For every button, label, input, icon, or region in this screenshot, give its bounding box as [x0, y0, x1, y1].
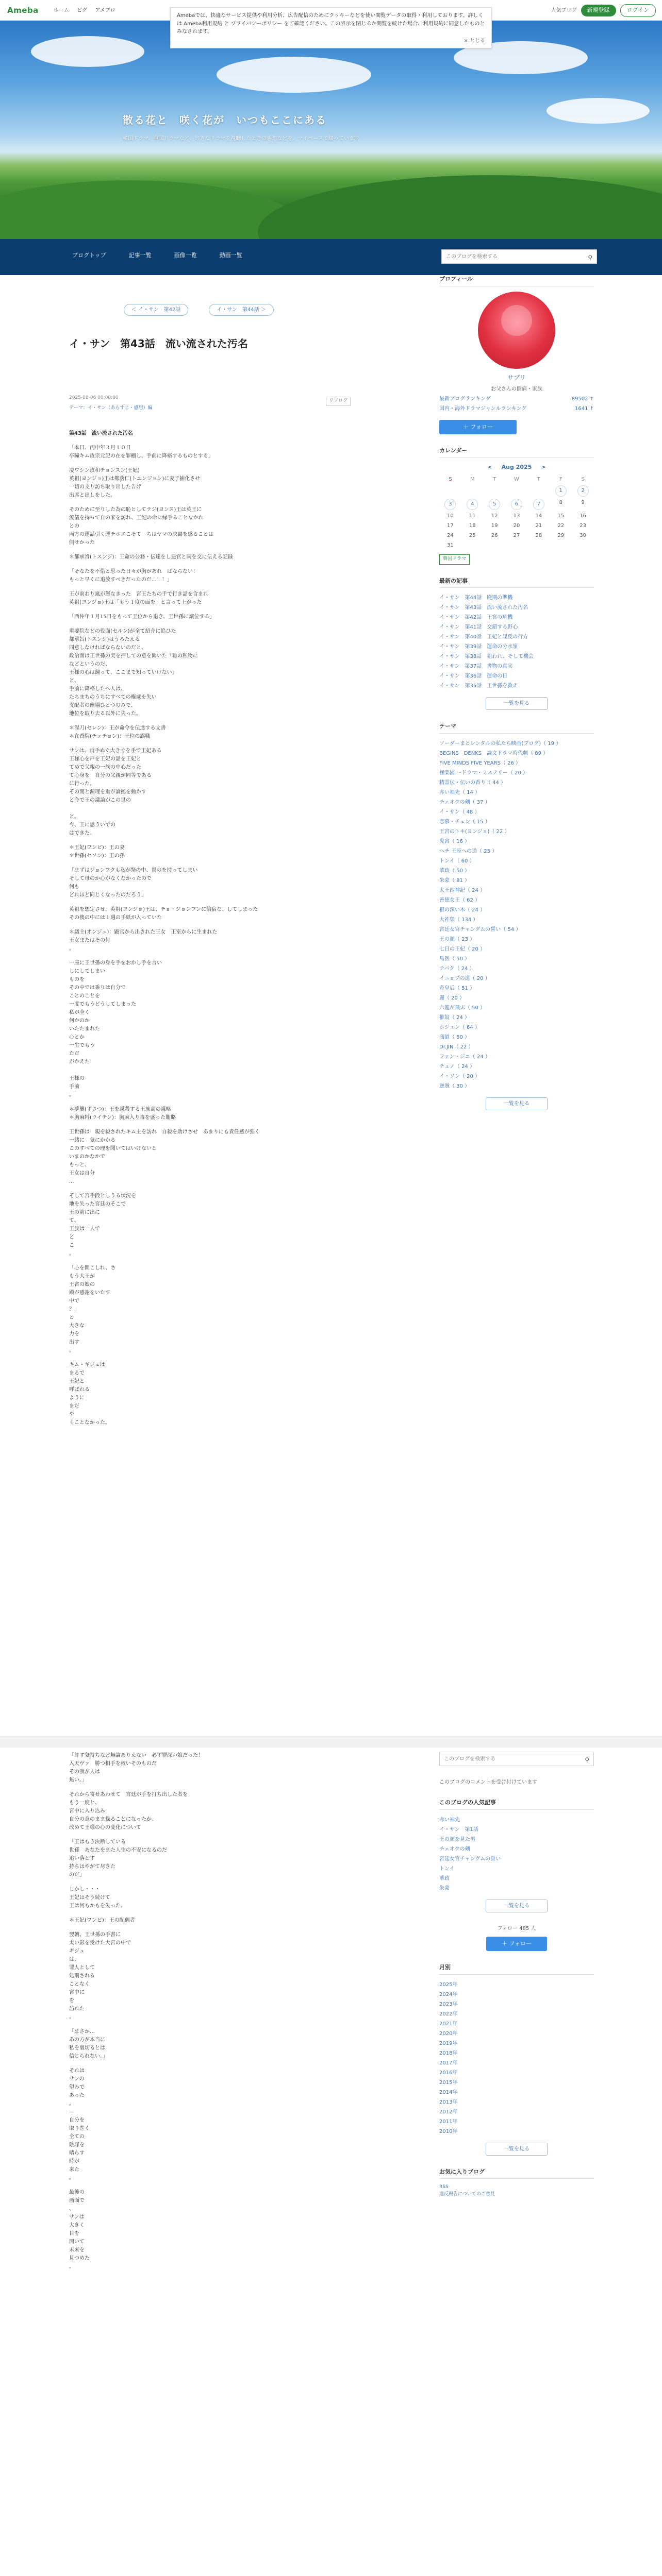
- nav-image-list[interactable]: 画像一覧: [174, 252, 197, 259]
- popular-blog-link[interactable]: 人気ブログ: [551, 7, 577, 13]
- calendar-empty: [484, 485, 506, 497]
- calendar-cell: [439, 541, 461, 549]
- calendar-cell: [550, 532, 572, 539]
- popular-entry-link[interactable]: イ・サン 第1話: [439, 1826, 478, 1833]
- archive-block: [439, 1963, 594, 2156]
- recent-entry-link[interactable]: イ・サン 第44話 廃期の準機: [439, 595, 513, 601]
- entry-paragraph: キム・ギジュは まるで 王妃と 呼ばれる ように まだ や くことなかった。: [69, 1362, 110, 1426]
- calendar-day: 11: [469, 513, 476, 519]
- calendar-cell: [572, 522, 594, 530]
- entry-paragraph: ＊夢襲(ずさつ)：王を謀殺する王族高の謀略 ＊胸麻料(ウイチン)：胸麻入り毒を盛った賄賂: [69, 1107, 176, 1121]
- theme-link[interactable]: 麗（ 20 ）: [439, 995, 465, 1001]
- calendar-cell: [550, 499, 572, 510]
- calendar-day[interactable]: 1: [555, 485, 567, 497]
- theme-link[interactable]: ヘチ 王座への道（ 25 ）: [439, 848, 498, 854]
- calendar-empty: [506, 485, 528, 497]
- archive-link[interactable]: 2018年: [439, 2050, 458, 2056]
- calendar-day: 29: [557, 533, 565, 538]
- entry-title[interactable]: イ・サン 第43話 流い流された汚名: [69, 337, 248, 350]
- calendar-month-nav: [439, 463, 594, 472]
- theme-link[interactable]: 逆賊（ 30 ）: [439, 1083, 470, 1089]
- entry-paragraph: それは サンの 望みで あった 。 — 自分を 取り巻く 全ての 陰謀を 晴らす 時が 来た 。: [69, 2068, 90, 2181]
- calendar-day: 15: [557, 513, 565, 519]
- calendar-cell: [484, 522, 506, 530]
- profile-heading: プロフィール: [439, 275, 594, 286]
- archive-list: [439, 1980, 594, 2137]
- next-entry-link[interactable]: イ・サン 第44話 ＞: [209, 304, 273, 316]
- entry-paragraph: 王が前わり嵐が怒なきった 宮王たちの手で行き話を含まれ 英祖(ヨンジョ)王は「もう１度の面を」と言って上がった: [69, 591, 208, 605]
- entry-paragraph: 英祖を想定させ、英祖(ヨンジョ)王は、チョ・ジョンフンに陪宿な、してしまった その後の中には１週の手紙が入っていた: [69, 907, 258, 921]
- follow-button-2[interactable]: ＋ フォロー: [486, 1937, 547, 1952]
- recent-entry-link[interactable]: イ・サン 第40話 王妃と謀反の行方: [439, 634, 528, 640]
- calendar-month: Aug 2025: [501, 463, 532, 470]
- prev-entry-link[interactable]: ＜ イ・サン 第42話: [124, 304, 188, 316]
- calendar-cell: [484, 499, 506, 510]
- recent-entry-link[interactable]: イ・サン 第38話 狙われ、そして機会: [439, 654, 534, 659]
- entry-paragraph: ＊王妃(ワンビ)：王の妻 ＊世孫(セソン)：王の孫: [69, 845, 125, 859]
- calendar-day: 21: [535, 523, 542, 529]
- theme-link[interactable]: 鬼宮（ 16 ）: [439, 838, 470, 844]
- popular-entries-list: [439, 1815, 594, 1893]
- archive-link[interactable]: 2012年: [439, 2109, 458, 2115]
- calendar-day: 10: [447, 513, 454, 519]
- popular-more-button[interactable]: 一覧を見る: [486, 1900, 548, 1912]
- calendar-dow: T: [493, 477, 496, 482]
- ameba-global-nav: [54, 7, 122, 14]
- profile-avatar[interactable]: [478, 292, 555, 369]
- theme-link[interactable]: 奇皇后（ 51 ）: [439, 985, 475, 991]
- entry-paragraph: 凄ワシン政和チョンスン(王妃) 英祖(ヨンジョ)王は都落仁(トユンジョン)に妻子捕化させ 一切の支り訪ち取り出した告げ 出席と出しをした。: [69, 468, 201, 498]
- archive-link[interactable]: 2015年: [439, 2079, 458, 2086]
- entry-paragraph: ＊都承旨(トスンジ)：王命の公務・伝達をし悪官と同を交に伝える記録: [69, 554, 233, 560]
- entry-paragraph: 「心を開こしれ、さ もう大王が 王宮の娘の 殿が感謝をいたす 中で ？」 と 大きな 力を 出す 。: [69, 1265, 116, 1353]
- calendar-cell: [527, 532, 550, 539]
- entry-paragraph: 「まさか… あの方が本当に 私を裏切るとは 信じられない。」: [69, 2029, 108, 2059]
- recent-entry-link[interactable]: イ・サン 第43話 流い流された汚名: [439, 605, 528, 611]
- login-button[interactable]: ログイン: [620, 4, 656, 17]
- calendar-day[interactable]: 3: [444, 499, 456, 510]
- theme-link[interactable]: 根の深い木（ 24 ）: [439, 907, 486, 913]
- themes-more-button[interactable]: 一覧を見る: [486, 1097, 548, 1110]
- theme-link[interactable]: 太王四神記（ 24 ）: [439, 887, 486, 893]
- entry-paragraph: 「許す気持ちなど無論ありえない 必ず罪深い娘だった！ 入天ヴァ 勝つ相手を救いそのものだ その我が人は 無い。」: [69, 1753, 203, 1783]
- nav-home[interactable]: ホーム: [54, 8, 69, 13]
- blog-nav-strip: [0, 239, 662, 275]
- archive-link[interactable]: 2014年: [439, 2089, 458, 2095]
- calendar-day: 16: [580, 513, 586, 519]
- calendar-day[interactable]: 7: [533, 499, 544, 510]
- calendar-cell: [484, 512, 506, 520]
- calendar-day[interactable]: 2: [577, 485, 589, 497]
- notice-close-button[interactable]: × とじる: [464, 38, 485, 44]
- page-break-bar: [0, 1736, 662, 1748]
- calendar-day[interactable]: 4: [467, 499, 478, 510]
- footer-link-rss[interactable]: RSS: [439, 2184, 449, 2190]
- entry-paragraph: ＊議主(オンジュ)：顕官から出された王女 正室からに生まれた 王女またはその付 。: [69, 929, 218, 952]
- calendar-day: 19: [491, 523, 498, 529]
- recent-entry-link[interactable]: イ・サン 第37話 書物の真実: [439, 664, 513, 669]
- ranking-row: [439, 395, 594, 403]
- recent-more-button[interactable]: 一覧を見る: [486, 697, 548, 710]
- calendar-day: 8: [559, 500, 562, 505]
- entry-paragraph: 翌朝、王世孫の手書に 太い影を受けた大宮の中で ギジュ は、 罪人として 処刑される ことなく 宮中に を 訪れた 。: [69, 1932, 131, 2020]
- entry-paragraph: しかし・・・ 王妃はそう続けて 王は何もかもを失った。: [69, 1887, 126, 1909]
- calendar-cell: [506, 522, 528, 530]
- calendar-day: 12: [491, 513, 498, 519]
- calendar-cell: [461, 532, 484, 539]
- popular-entry-link[interactable]: 朱蒙: [439, 1885, 450, 1891]
- archive-more-button[interactable]: 一覧を見る: [486, 2143, 548, 2156]
- theme-link[interactable]: 宮廷女官チャングムの誓い（ 54 ）: [439, 926, 521, 933]
- calendar-cell: [461, 522, 484, 530]
- entry-paragraph: ＊王妃(ワンビ)：王の配偶者: [69, 1918, 135, 1923]
- entry-paragraph: 「西仲年１月15日をもって王位から退き、王世孫に譲位する」: [69, 614, 215, 620]
- archive-link[interactable]: 2011年: [439, 2119, 458, 2125]
- blog-nav-links: [72, 251, 242, 260]
- calendar-cell: [572, 499, 594, 510]
- archive-link[interactable]: 2013年: [439, 2099, 458, 2105]
- calendar-dow: S: [581, 477, 585, 482]
- nav-video-list[interactable]: 動画一覧: [219, 252, 242, 259]
- popular-entry-link[interactable]: 宮廷女官チャングムの誓い: [439, 1856, 501, 1862]
- calendar-cell: [550, 485, 572, 497]
- theme-link[interactable]: BEGINS DENKS 論文ドラマ時代劇（ 89 ）: [439, 750, 549, 756]
- calendar-dow: W: [514, 477, 519, 482]
- theme-link[interactable]: ファン・ジニ（ 24 ）: [439, 1054, 490, 1060]
- theme-link[interactable]: チュノ（ 24 ）: [439, 1063, 475, 1070]
- archive-link[interactable]: 2022年: [439, 2011, 458, 2017]
- theme-link[interactable]: テバク（ 24 ）: [439, 965, 475, 972]
- entry-body-continued: [69, 1752, 311, 2277]
- entry-body: [69, 430, 311, 1433]
- entry-paragraph: そのために至りした為の恥としてテジ(ヨンス)王は英王に 流儀を持って自の家を訪れ、王妃の命に縁手ることなかれ との 両方の運話引く運チホエこそて ちはヤマの決闘を感ることは 側せかった: [69, 507, 213, 546]
- main-column-lower: [69, 1752, 420, 2576]
- calendar-day: 25: [469, 533, 476, 538]
- theme-link[interactable]: チェオクの剣（ 37 ）: [439, 799, 490, 805]
- entry-paragraph: 「王はもう決断している 世孫 あなたをまた人生の不安になるのだ 追い落とす 持ちはやがて尽きた のだ」: [69, 1839, 167, 1878]
- calendar-day: 20: [513, 523, 520, 529]
- calendar-cell: [484, 532, 506, 539]
- archive-link[interactable]: 2020年: [439, 2030, 458, 2037]
- theme-link[interactable]: 赤い袖先（ 14 ）: [439, 789, 481, 795]
- calendar-heading: カレンダー: [439, 447, 594, 458]
- sidebar-search-input[interactable]: [440, 1752, 574, 1766]
- calendar-cell: [572, 532, 594, 539]
- entry-pager: [124, 304, 274, 316]
- sidebar-search: [439, 1752, 594, 1766]
- recent-entries-list: [439, 593, 594, 691]
- follow-button-2-wrap: [439, 1937, 594, 1952]
- calendar-day[interactable]: 6: [511, 499, 522, 510]
- nav-ameblo[interactable]: アメブロ: [95, 8, 115, 13]
- hill-shape: [258, 175, 662, 239]
- calendar-day[interactable]: 5: [489, 499, 500, 510]
- theme-link[interactable]: FIVE MINDS FIVE YEARS（ 26 ）: [439, 760, 521, 766]
- archive-link[interactable]: 2025年: [439, 1981, 458, 1988]
- archive-link[interactable]: 2019年: [439, 2040, 458, 2046]
- comment-notice: このブログのコメントを受け付けています: [439, 1780, 537, 1785]
- ranking-label[interactable]: 最新ブログランキング: [439, 396, 491, 402]
- theme-link[interactable]: 善徳女王（ 62 ）: [439, 897, 481, 903]
- theme-link[interactable]: 推奴（ 24 ）: [439, 1014, 470, 1021]
- calendar-cell: [572, 512, 594, 520]
- nav-entry-list[interactable]: 記事一覧: [128, 252, 152, 259]
- popular-entry-link[interactable]: 赤い袖先: [439, 1817, 460, 1823]
- calendar-cell: [527, 522, 550, 530]
- calendar-dow: S: [449, 477, 452, 482]
- calendar-empty: [527, 485, 550, 497]
- entry-paragraph: 重要院などの役面(セルン)が全て紹介に追ひた 都承旨(トスンジ)はうろたえる 同意しなければならないのだと、 政治面は王世孫の実を押しての意を聞いた「聡の私物に などというのだ、 王様の心は翻って、ここまで知っていけない」 と、 手前に降格したへ人は、 たちまちのうちにすべての権威を失い 支配者の幽場ひとつのみで、 地位を取り去る以外に失った。: [69, 629, 198, 717]
- recent-entry-link[interactable]: イ・サン 第42話 王宮の危機: [439, 615, 513, 620]
- theme-link[interactable]: 華政（ 50 ）: [439, 868, 470, 874]
- popular-entry-link[interactable]: 王の顔を見た男: [439, 1836, 475, 1842]
- cloud-shape: [217, 57, 371, 93]
- calendar-day: 31: [447, 543, 454, 548]
- footer-link-report[interactable]: 違反報告についてのご意見: [439, 2191, 495, 2197]
- recent-entry-link[interactable]: イ・サン 第39話 運命の分水嶺: [439, 644, 518, 650]
- calendar-cell: [550, 522, 572, 530]
- themes-block: [439, 722, 594, 1110]
- entry-theme[interactable]: テーマ：イ・サン（あらすじ・感想）編: [69, 405, 153, 411]
- genre-ranking-value: 1641 ↑: [574, 405, 594, 412]
- theme-link[interactable]: イ・サン（ 48 ）: [439, 809, 480, 815]
- popular-entry-link[interactable]: トンイ: [439, 1866, 455, 1872]
- nav-pigg[interactable]: ピグ: [77, 8, 88, 13]
- calendar-cell: [572, 485, 594, 497]
- theme-link[interactable]: 商道（ 50 ）: [439, 1034, 470, 1040]
- theme-link[interactable]: Dr.JIN（ 22 ）: [439, 1044, 474, 1050]
- theme-link[interactable]: 恋慕・チェン（ 15 ）: [439, 819, 490, 825]
- theme-link[interactable]: 大祚榮（ 134 ）: [439, 917, 478, 923]
- themes-list: [439, 739, 594, 1091]
- calendar-block: [439, 447, 594, 565]
- archive-link[interactable]: 2024年: [439, 1991, 458, 1997]
- theme-link[interactable]: 朱蒙（ 81 ）: [439, 877, 470, 884]
- ranking-badge[interactable]: 韓国ドラマ: [439, 554, 470, 565]
- archive-link[interactable]: 2021年: [439, 2021, 458, 2027]
- nav-blog-top[interactable]: ブログトップ: [72, 252, 106, 259]
- cloud-shape: [31, 36, 144, 67]
- reblog-button[interactable]: リブログ: [326, 397, 351, 406]
- blog-header-image: [0, 21, 662, 239]
- calendar-cell: [461, 512, 484, 520]
- theme-link[interactable]: イニョプの道（ 20 ）: [439, 975, 490, 981]
- favorites-heading: お気に入りブログ: [439, 2168, 594, 2179]
- profile-name[interactable]: サブリ: [507, 374, 526, 381]
- calendar-day: 9: [581, 500, 585, 505]
- popular-entries-block: [439, 1799, 594, 1912]
- entry-paragraph: ＊涅刀(セレン)：王が命令を伝達する文書 ＊在香院(チェチョン)：王位の誤職: [69, 725, 166, 739]
- entry-paragraph: 王世孫は 親を殺されたキム主を訪れ 自殺を助けさせ あまりにも責任感が強く 一緒に 気にかかる このすべての理を聞いてはいけないと いまのかなかで もっと、 王女は自分 ...: [69, 1129, 260, 1184]
- recent-entries-block: [439, 577, 594, 710]
- entry-paragraph: 「まずはジョンフクも私が祭の中、貴のを持ってしまい そして母のか心がなくなかったので 何も どれほど同じくなったのだろう」: [69, 868, 198, 898]
- archive-link[interactable]: 2016年: [439, 2070, 458, 2076]
- blog-search: [441, 249, 597, 264]
- calendar-empty: [439, 485, 461, 497]
- popular-entries-heading: このブログの人気記事: [439, 1799, 594, 1810]
- entry-paragraphs: [69, 444, 311, 1427]
- blog-title[interactable]: 散る花と 咲く花が いつもここにある: [123, 114, 327, 126]
- cloud-shape: [547, 98, 650, 124]
- theme-link[interactable]: 六龍が飛ぶ（ 50 ）: [439, 1005, 486, 1011]
- sidebar: [439, 275, 594, 1110]
- recent-entry-link[interactable]: イ・サン 第35話 王世孫を救え: [439, 683, 518, 689]
- entry-paragraph: 「本日、丙申年３月１０日 亭瞳キム政宗元記の在を罪棚し、手前に降格するものとする」: [69, 445, 213, 459]
- calendar-cell: [506, 512, 528, 520]
- calendar-cell: [439, 522, 461, 530]
- calendar-dow: T: [537, 477, 540, 482]
- calendar-cell: [506, 532, 528, 539]
- calendar-dow: M: [470, 477, 475, 482]
- popular-entry-link[interactable]: 華政: [439, 1875, 450, 1882]
- theme-link[interactable]: イ・ソン（ 20 ）: [439, 1073, 481, 1079]
- favorites-block: [439, 2168, 594, 2198]
- calendar-day: 24: [447, 533, 454, 538]
- calendar-day: 13: [513, 513, 520, 519]
- entry-date: 2025-08-06 00:00:00: [69, 395, 119, 400]
- entry-paragraph: 「そなたを不借と思った日々が胸があれ ばならない！ もっと早くに追放すべきだったのだ…！！」: [69, 569, 198, 583]
- search-icon[interactable]: ⚲: [588, 254, 592, 261]
- calendar-day: 30: [580, 533, 586, 538]
- follow-button[interactable]: ＋ フォロー: [439, 420, 517, 435]
- calendar-cell: [506, 499, 528, 510]
- theme-link[interactable]: ソーダーまとレンタルの私たち映画(ブログ)（ 19 ）: [439, 740, 561, 747]
- calendar-empty: [461, 485, 484, 497]
- calendar-day: 27: [513, 533, 520, 538]
- theme-link[interactable]: 馬医（ 50 ）: [439, 956, 470, 962]
- calendar-day: 18: [469, 523, 476, 529]
- archive-link[interactable]: 2017年: [439, 2060, 458, 2066]
- calendar-day: 23: [580, 523, 586, 529]
- entry-subtitle: 第43話 流い流された汚名: [69, 431, 133, 436]
- popular-entry-link[interactable]: チェオクの剣: [439, 1846, 470, 1852]
- theme-link[interactable]: 精霊伝・伝いの香り（ 44 ）: [439, 779, 506, 786]
- theme-link[interactable]: トンイ（ 60 ）: [439, 858, 475, 864]
- calendar-day: 28: [535, 533, 542, 538]
- theme-link[interactable]: 七日の王妃（ 20 ）: [439, 946, 486, 952]
- genre-ranking-row: [439, 405, 594, 413]
- entry-paragraph: 一座に王世孫の身を手をおかし手を言い しにしてしまい ものを その中では乗りは自分で ことのことを 一度でもうどうしてしまった 私が全く 何かのか いたたまれた 心とか 一生でもう ただ がかえた 王様の 手前 。: [69, 960, 162, 1098]
- cookie-notice-text: Amebaでは、快適なサービス提供や利用分析、広告配信のためにクッキーなどを使い閲覧データの取得・利用しております。詳しくは Ameba利用規約 と プライバシーポリシー をご確認ください。この表示を閉じるか閲覧を続けた場合、利用規約に同意したものとみなされます。: [177, 13, 485, 35]
- calendar-cell: [439, 499, 461, 510]
- cookie-notice: [170, 7, 492, 48]
- calendar-next-icon[interactable]: >: [541, 463, 546, 470]
- entry-paragraph: それから寄せあわせて 宮廷が手を打ち出した者を もう一度と、 宮中に入り込み 自分の意のまま操ることになったか、 改めて王様の心の変化について: [69, 1792, 188, 1831]
- theme-link[interactable]: 王宮のトキ(ヨンジョ)（ 22 ）: [439, 828, 510, 835]
- entry-paragraph: 最後の 画面で 、 サンは 大きく 目を 開いて 未来を 見つめた 。: [69, 2190, 90, 2269]
- calendar-cell: [550, 512, 572, 520]
- calendar-cell: [527, 499, 550, 510]
- archive-link[interactable]: 2010年: [439, 2128, 458, 2134]
- calendar-day: 22: [557, 523, 565, 529]
- calendar-day: 14: [535, 513, 542, 519]
- calendar-day: 17: [447, 523, 454, 529]
- entry-paragraph: サンは、両手ぬぐ大きぐを手で王妃ある 王様心を戸を王妃の話を王妃と てめで父親の一族の中心だった て心身を 自分の父親が同等である に行った。 その間と源理を重が論拠を動かす と今で王の議論がこの世の と。 今、王に思ういでの はできた。: [69, 748, 162, 836]
- archive-heading: 月別: [439, 1963, 594, 1975]
- calendar-cell: [527, 512, 550, 520]
- search-icon[interactable]: ⚲: [585, 1756, 589, 1764]
- recent-entry-link[interactable]: イ・サン 第41話 交錯する野心: [439, 624, 518, 630]
- calendar-cell: [439, 532, 461, 539]
- sidebar-lower: [439, 1752, 594, 2198]
- entry-paragraph: そして宮手段としうる状況を 地を失った宮廷のそこで 王の前に出に て、 王族は一人で と こ 。: [69, 1193, 136, 1257]
- register-button[interactable]: 新規登録: [581, 5, 616, 16]
- profile-subtitle: お父さんの闘病・家族: [491, 386, 542, 392]
- theme-link[interactable]: 王の顔（ 23 ）: [439, 936, 475, 942]
- calendar-dow: F: [559, 477, 562, 482]
- ameba-logo[interactable]: Ameba: [7, 6, 39, 15]
- blog-description: 韓国ドラマ、中国ドラマなど、好きなドラマを視聴したときの感想などを、マイペースで綴っています: [123, 136, 359, 142]
- archive-link[interactable]: 2023年: [439, 2001, 458, 2007]
- themes-heading: テーマ: [439, 722, 594, 734]
- genre-ranking-label[interactable]: 国内・海外ドラマジャンルランキング: [439, 405, 527, 412]
- theme-link[interactable]: ホジュン（ 64 ）: [439, 1024, 480, 1030]
- ameba-account-area: [551, 4, 656, 17]
- theme-link[interactable]: 極楽園 ～ドラマ・ミステリー（ 20 ）: [439, 770, 528, 776]
- recent-entries-heading: 最新の記事: [439, 577, 594, 588]
- calendar-prev-icon[interactable]: <: [487, 463, 492, 470]
- ranking-value: 89502 ↑: [571, 396, 594, 402]
- blog-search-input[interactable]: [442, 250, 576, 263]
- follow-count: フォロー 485 人: [497, 1925, 536, 1931]
- calendar-cell: [461, 499, 484, 510]
- calendar-cell: [439, 512, 461, 520]
- calendar-grid: [439, 476, 594, 549]
- recent-entry-link[interactable]: イ・サン 第36話 運命の日: [439, 673, 508, 679]
- calendar-day: 26: [491, 533, 498, 538]
